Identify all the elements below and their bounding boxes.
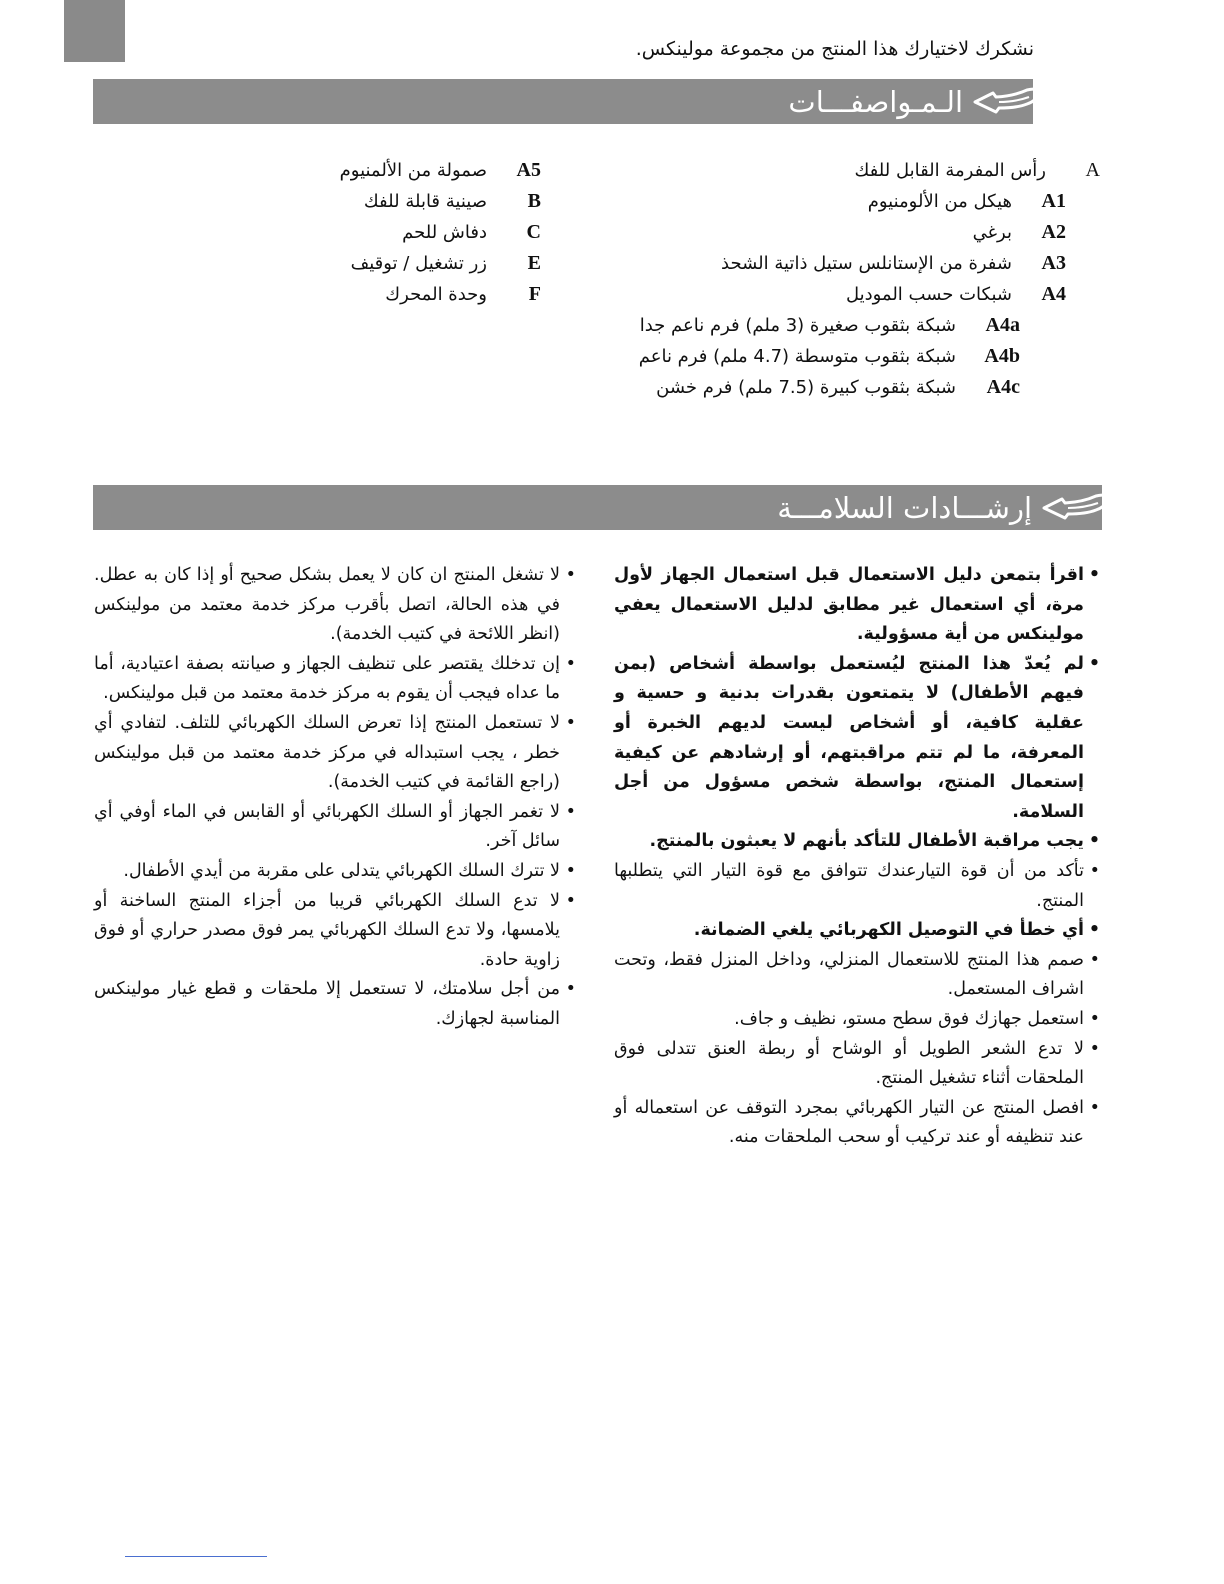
safety-item: • أي خطأ في التوصيل الكهربائي يلغي الضمانة. <box>614 916 1100 946</box>
spec-item <box>600 279 1066 310</box>
spec-text: صمولة من الألمنيوم <box>339 160 487 181</box>
spec-code: A3 <box>1041 252 1066 274</box>
spec-code: A5 <box>516 159 541 181</box>
spec-text: دفاش للحم <box>402 222 487 243</box>
spec-item <box>221 186 541 217</box>
spec-text: شبكة بثقوب كبيرة (7.5 ملم) فرم خشن <box>656 377 956 398</box>
safety-item: • لم يُعدّ هذا المنتج ليُستعمل بواسطة أشخاص (بمن فيهم الأطفال) لا يتمتعون بقدرات بدنية و حسية و عقلية كافية، أو أشخاص ليست لديهم الخبرة أو المعرفة، ما لم تتم مراقبتهم، أو إرشادهم عن كيفية إستعمال المنتج، بواسطة شخص مسؤول من أجل السلامة. <box>614 650 1100 828</box>
hand-arrow-icon <box>969 82 1043 122</box>
spec-text: زر تشغيل / توقيف <box>350 253 487 274</box>
spec-text: شفرة من الإستانلس ستيل ذاتية الشحذ <box>721 253 1012 274</box>
spec-item <box>221 279 541 310</box>
safety-item: • تأكد من أن قوة التيارعندك تتوافق مع قوة التيار التي يتطلبها المنتج. <box>614 857 1100 916</box>
footer-rule <box>125 1556 267 1557</box>
safety-item: • لا تترك السلك الكهربائي يتدلى على مقربة من أيدي الأطفال. <box>94 857 576 887</box>
spec-item <box>600 310 1020 341</box>
safety-column-right <box>614 561 1100 1153</box>
spec-text: شبكة بثقوب متوسطة (4.7 ملم) فرم ناعم <box>638 346 956 367</box>
spec-code: F <box>528 283 541 305</box>
spec-code: A4b <box>984 345 1020 367</box>
spec-code: A1 <box>1041 190 1066 212</box>
spec-code: A4a <box>985 314 1020 336</box>
safety-item: • لا تشغل المنتج ان كان لا يعمل بشكل صحيح أو إذا كان به عطل. في هذه الحالة، اتصل بأقرب مركز خدمة معتمد من مولينكس (انظر اللائحة في كتيب الخدمة). <box>94 561 576 650</box>
safety-item: • لا تدع السلك الكهربائي قريبا من أجزاء المنتج الساخنة أو يلامسها، ولا تدع السلك الكهربائي يمر فوق مصدر حراري أو فوق زاوية حادة. <box>94 887 576 976</box>
spec-text: صينية قابلة للفك <box>363 191 487 212</box>
safety-column-left <box>94 561 576 1035</box>
spec-text: رأس المفرمة القابل للفك <box>854 160 1046 181</box>
corner-tab <box>64 0 125 62</box>
spec-list-left <box>221 155 541 310</box>
spec-item <box>221 155 541 186</box>
spec-item <box>221 217 541 248</box>
spec-text: شبكة بثقوب صغيرة (3 ملم) فرم ناعم جدا <box>639 315 956 336</box>
spec-code: C <box>526 221 541 243</box>
safety-item: • اقرأ بتمعن دليل الاستعمال قبل استعمال الجهاز لأول مرة، أي استعمال غير مطابق لدليل الاستعمال يعفي مولينكس من أية مسؤولية. <box>614 561 1100 650</box>
spec-item <box>600 186 1066 217</box>
spec-code: A <box>1085 159 1100 181</box>
safety-item: • من أجل سلامتك، لا تستعمل إلا ملحقات و قطع غيار مولينكس المناسبة لجهازك. <box>94 975 576 1034</box>
spec-code: B <box>527 190 541 212</box>
safety-item: • لا تغمر الجهاز أو السلك الكهربائي أو القابس في الماء أوفي أي سائل آخر. <box>94 798 576 857</box>
specs-banner <box>93 79 1033 124</box>
spec-item <box>600 217 1066 248</box>
spec-code: A4 <box>1041 283 1066 305</box>
spec-code: A4c <box>986 376 1020 398</box>
safety-title: إرشـــادات السلامـــة <box>777 490 1032 525</box>
safety-item: • إن تدخلك يقتصر على تنظيف الجهاز و صيانته بصفة اعتيادية، أما ما عداه فيجب أن يقوم به مركز خدمة معتمد من قبل مولينكس. <box>94 650 576 709</box>
intro-text: نشكرك لاختيارك هذا المنتج من مجموعة مولينكس. <box>635 38 1034 60</box>
spec-code: A2 <box>1041 221 1066 243</box>
safety-item: • صمم هذا المنتج للاستعمال المنزلي، وداخل المنزل فقط، وتحت اشراف المستعمل. <box>614 946 1100 1005</box>
spec-item <box>600 372 1020 403</box>
spec-item <box>221 248 541 279</box>
spec-item <box>600 155 1100 186</box>
spec-item <box>600 341 1020 372</box>
spec-list-right <box>600 155 1100 403</box>
spec-text: شبكات حسب الموديل <box>845 284 1012 305</box>
spec-text: هيكل من الألومنيوم <box>867 191 1012 212</box>
safety-item: • افصل المنتج عن التيار الكهربائي بمجرد التوقف عن استعماله أو عند تنظيفه أو عند تركيب أو سحب الملحقات منه. <box>614 1094 1100 1153</box>
spec-item <box>600 248 1066 279</box>
spec-text: برغي <box>972 222 1012 243</box>
safety-item: • استعمل جهازك فوق سطح مستو، نظيف و جاف. <box>614 1005 1100 1035</box>
safety-banner <box>93 485 1102 530</box>
safety-item: • لا تستعمل المنتج إذا تعرض السلك الكهربائي للتلف. لتفادي أي خطر ، يجب استبداله في مركز خدمة معتمد من قبل مولينكس (راجع القائمة في كتيب الخدمة). <box>94 709 576 798</box>
specs-title: الـمـواصفـــات <box>788 84 963 119</box>
safety-item: • لا تدع الشعر الطويل أو الوشاح أو ربطة العنق تتدلى فوق الملحقات أثناء تشغيل المنتج. <box>614 1035 1100 1094</box>
hand-arrow-icon <box>1038 488 1112 528</box>
spec-text: وحدة المحرك <box>385 284 487 305</box>
safety-item: • يجب مراقبة الأطفال للتأكد بأنهم لا يعبثون بالمنتج. <box>614 827 1100 857</box>
spec-code: E <box>527 252 541 274</box>
